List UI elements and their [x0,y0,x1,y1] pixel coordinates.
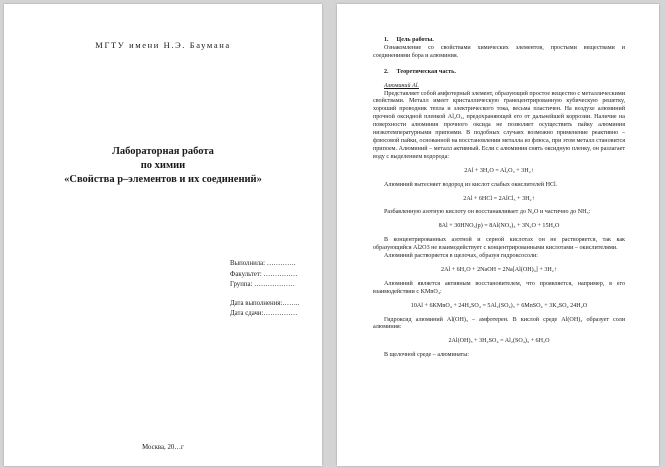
paragraph-8: В щелочной среде – алюминаты: [384,352,469,359]
goal-paragraph: Ознакомление со свойствами химических элементов, простыми веществами и соединениями бора и алюминия. [373,44,625,59]
paragraph-2: Алюминий вытесняет водород из кислот слабых окислителей HCl. [384,181,558,188]
group-field: Группа: ……………… [230,281,295,288]
student-info [230,259,299,320]
date-done-field: Дата выполнения:…….. [230,299,300,307]
paragraph-4: В концентрированных азотной и серной кислотах он не растворяется, так как образующийся Al2O3 не взаимодействует с концентрированными кислотами – окислителями. [373,237,625,252]
paragraph-7: Гидроксид алюминий Al(OH)₃ – амфотерен. В кислой среде Al(OH)₃ образует соли алюминия: [373,316,625,331]
city-year: Москва, 20…г [142,444,184,451]
paragraph-5: Алюминий растворяется в щелочах, образуя гидроксосоли: [384,253,538,260]
subheading-aluminium: Алюминий Al. [384,82,419,89]
title-page [4,4,322,466]
university-name: МГТУ имени Н.Э. Баумана [95,40,231,50]
section-heading-goal: 1. Цель работы. [384,37,434,43]
paragraph-1: Представляет собой амфотерный элемент, образующий простое вещество с металлическими свойствами. Металл имеет кристаллическую гранецентрированную кубическую решетку, хороший проводник тепла и электрического тока, весьма пластичен. На воздухе алюминий прочной оксидной пленкой Al₂O₃, предохраняющей его от дальнейшей коррозии. Наличие на поверхности алюминия прочного оксида не позволяет осуществить пайку алюминия низкотемпературными припоями. В подобных случаях возможно применение реактивно – флюсовой пайки, основанной на восстановлении металла из флюса, при этом металл становится припоем. Алюминий – металл активный. Если с алюминия снять оксидную пленку, он разлагает воду с выделением водорода: [373,90,626,160]
page-body [373,37,625,360]
content-page [337,4,659,466]
title-line-3: «Свойства p–элементов и их соединений» [64,174,262,185]
equation-5: 10Al + 6KMnO₄ + 24H₂SO₄ = 5Al₂(SO₄)₃ + 6MnSO₄ + 3K₂SO₄ 24H₂O [410,302,588,309]
paragraph-6: Алюминий является активным восстановителем, что проявляется, например, в его взаимодействии с KMnO₄: [373,280,625,295]
title-line-1: Лабораторная работа [112,146,214,157]
title-line-2: по химии [140,160,186,171]
faculty-field: Факультет: …………… [230,270,298,278]
date-submit-field: Дата сдачи:…………… [230,310,298,317]
equation-2: 2Al + 6HCl = 2AlCl₃ + 3H₂↑ [463,195,535,202]
paragraph-3: Разбавленную азотную кислоту он восстанавливает до N₂O и частично до NH₃: [384,209,591,216]
equation-6: 2Al(OH)₃ + 3H₂SO₄ = Al₂(SO₄)₃ + 6H₂O [448,338,550,345]
equation-4: 2Al + 6H₂O + 2NaOH = 2Na[Al(OH)₄] + 3H₂↑ [441,266,557,273]
equation-3: 8Al + 30HNO₃(р) = 8Al(NO₃)₃ + 3N₂O + 15H₂O [438,223,560,230]
performed-field: Выполнила: …………. [230,260,296,267]
section-heading-theory: 2. Теоретическая часть. [384,68,456,75]
equation-1: 2Al + 3H₂O = Al₂O₃ + 3H₂↑ [464,167,534,174]
work-title [4,145,322,187]
